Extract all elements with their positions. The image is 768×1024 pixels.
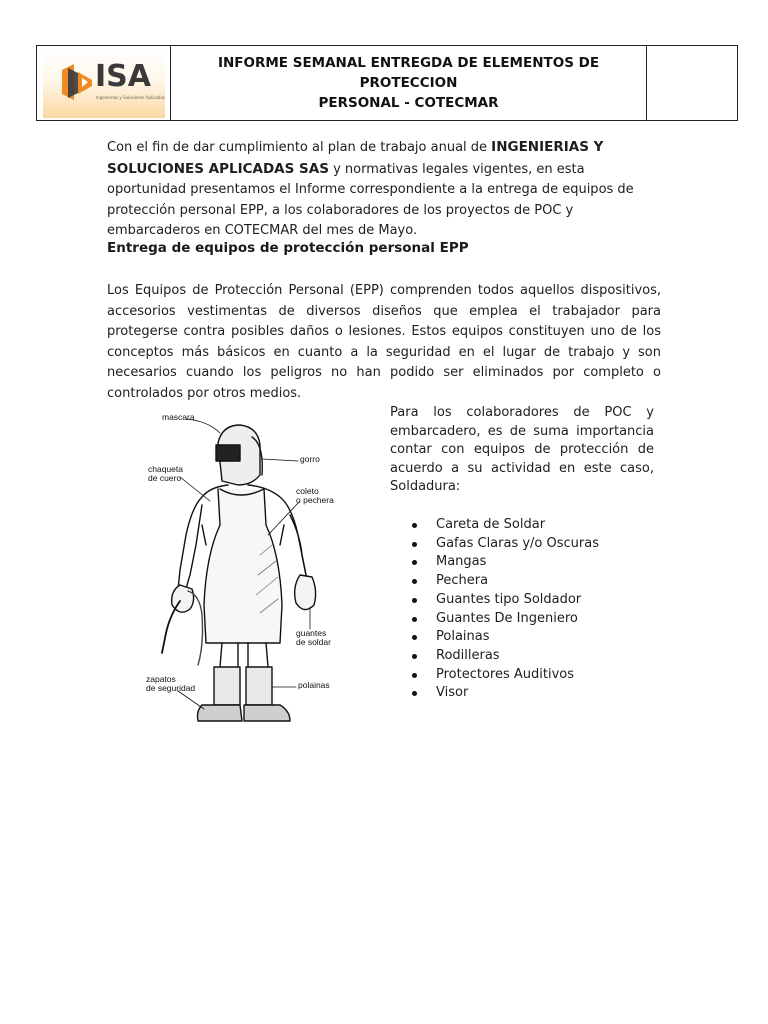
label-chaqueta: chaqueta de cuero <box>148 464 183 483</box>
list-item: Mangas <box>412 553 599 572</box>
list-item: Rodilleras <box>412 647 599 666</box>
intro-paragraph <box>107 137 661 242</box>
title-cell <box>171 46 647 120</box>
welder-ppe-illustration <box>140 405 355 730</box>
list-item: Guantes tipo Soldador <box>412 591 599 610</box>
report-header <box>36 45 738 121</box>
logo-wordmark: ISA <box>95 59 151 94</box>
section-heading: Entrega de equipos de protección personal EPP <box>107 240 469 256</box>
report-title-line-1: INFORME SEMANAL ENTREGDA DE ELEMENTOS DE PROTECCION <box>217 55 600 91</box>
label-mascara: mascara <box>162 412 195 422</box>
label-gorro: gorro <box>300 454 320 464</box>
label-zapatos: zapatos de seguridad <box>146 674 196 693</box>
isa-logo-icon <box>60 62 94 102</box>
report-title <box>171 53 646 113</box>
label-guantes: guantes de soldar <box>296 628 331 647</box>
empty-header-cell <box>647 46 737 120</box>
label-polainas: polainas <box>298 680 330 690</box>
label-coleto: coleto o pechera <box>296 486 334 505</box>
list-item: Pechera <box>412 572 599 591</box>
company-name: INGENIERIAS Y SOLUCIONES APLICADAS SAS <box>107 139 604 177</box>
intro-text-start: Con el fin de dar cumplimiento al plan de trabajo anual de <box>107 140 492 155</box>
ppe-list <box>412 516 599 703</box>
logo-cell <box>37 46 171 120</box>
company-logo <box>43 48 165 118</box>
side-paragraph: Para los colaboradores de POC y embarcadero, es de suma importancia contar con equipos de protección de acuerdo a su actividad en este caso, Soldadura: <box>390 405 654 494</box>
list-item: Careta de Soldar <box>412 516 599 535</box>
list-item: Guantes De Ingeniero <box>412 610 599 629</box>
list-item: Visor <box>412 684 599 703</box>
list-item: Protectores Auditivos <box>412 666 599 685</box>
epp-definition-paragraph: Los Equipos de Protección Personal (EPP) comprenden todos aquellos dispositivos, accesorios vestimentas de diversos diseños que emplea el trabajador para protegerse contra posibles daños o lesiones. Estos equipos constituyen uno de los conceptos más básicos en cuanto a la seguridad en el lugar de trabajo y son necesarios cuando los peligros no han podido ser eliminados por completo o controlados por otros medios. <box>107 283 661 401</box>
intro-text-end: y normativas legales vigentes, en esta oportunidad presentamos el Informe correspondiente a la entrega de equipos de protección personal EPP, a los colaboradores de los proyectos de POC y embarcaderos en COTECMAR del mes de Mayo. <box>107 161 634 238</box>
logo-subtext: Ingenierías y Soluciones Aplicadas <box>96 95 165 100</box>
report-title-line-2: PERSONAL - COTECMAR <box>318 95 499 111</box>
list-item: Gafas Claras y/o Oscuras <box>412 535 599 554</box>
list-item: Polainas <box>412 628 599 647</box>
